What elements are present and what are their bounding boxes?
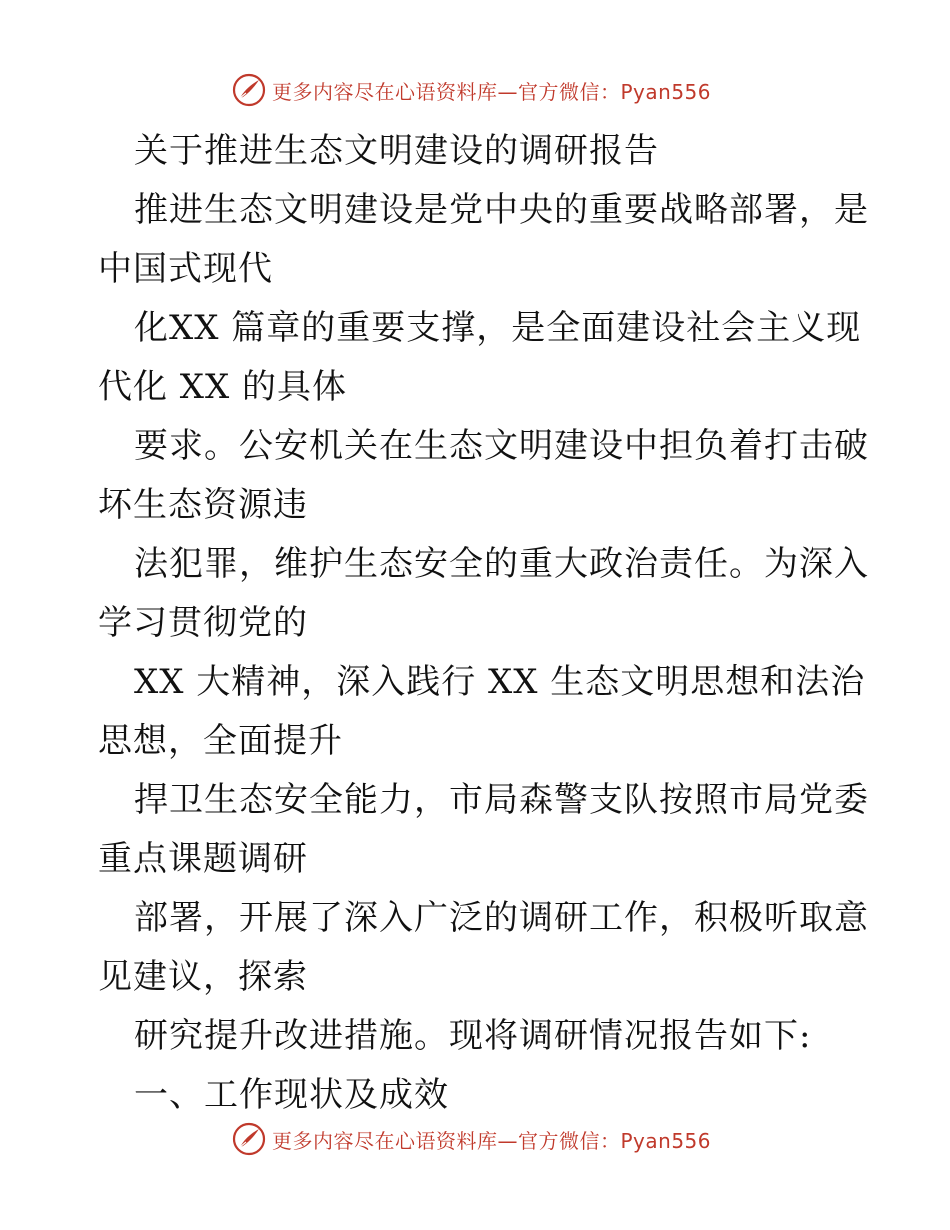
paragraph-line: 学习贯彻党的 — [98, 603, 308, 643]
document-body — [98, 122, 869, 1125]
document-title: 关于推进生态文明建设的调研报告 — [134, 131, 659, 171]
section-heading: 一、工作现状及成效 — [134, 1075, 449, 1115]
paragraph-line: 代化 XX 的具体 — [98, 367, 348, 407]
paragraph-line: 部署，开展了深入广泛的调研工作，积极听取意 — [134, 898, 869, 938]
paragraph-line: 研究提升改进措施。现将调研情况报告如下: — [134, 1016, 812, 1056]
paragraph-line: 捍卫生态安全能力，市局森警支队按照市局党委 — [134, 780, 869, 820]
paragraph-line: 思想，全面提升 — [98, 721, 343, 761]
paragraph-line: 重点课题调研 — [98, 839, 308, 879]
paragraph-line: 要求。公安机关在生态文明建设中担负着打击破 — [134, 426, 869, 466]
paragraph-line: 法犯罪，维护生态安全的重大政治责任。为深入 — [134, 544, 869, 584]
quill-logo-icon — [232, 1122, 266, 1156]
paragraph-line: 坏生态资源违 — [98, 485, 308, 525]
paragraph-line: 见建议，探索 — [98, 957, 308, 997]
paragraph-line: 推进生态文明建设是党中央的重要战略部署，是 — [134, 190, 869, 230]
paragraph-line: 化XX 篇章的重要支撑，是全面建设社会主义现 — [134, 308, 862, 348]
watermark-banner-bottom — [232, 1119, 711, 1159]
paragraph-line: 中国式现代 — [98, 249, 273, 289]
watermark-banner-top — [232, 70, 711, 110]
paragraph-line: XX 大精神，深入践行 XX 生态文明思想和法治 — [134, 662, 866, 702]
quill-logo-icon — [232, 73, 266, 107]
watermark-text: 更多内容尽在心语资料库—官方微信：Pyan556 — [272, 79, 712, 104]
watermark-text: 更多内容尽在心语资料库—官方微信：Pyan556 — [272, 1128, 712, 1153]
